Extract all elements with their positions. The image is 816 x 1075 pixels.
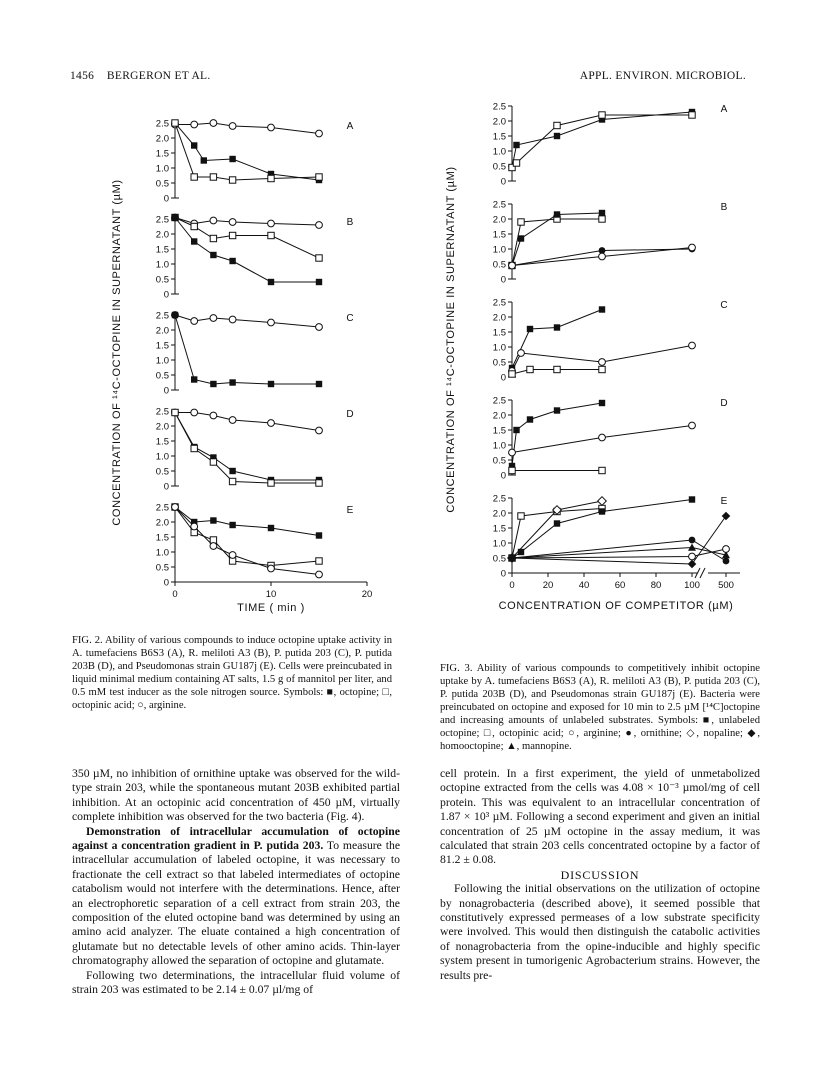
data-point-octopine <box>229 522 235 528</box>
data-point-arginine <box>210 412 217 419</box>
y-tick-label: 0.5 <box>155 274 169 286</box>
data-point-unlabeled-octopine <box>554 407 560 413</box>
data-point-unlabeled-octopine <box>518 235 524 241</box>
data-point-octopinic-acid <box>316 174 322 180</box>
data-point-arginine <box>723 546 730 553</box>
data-point-octopinic-acid <box>316 480 322 486</box>
data-point-homooctopine <box>688 560 697 569</box>
panel-label: A <box>720 104 728 115</box>
y-tick-label: 0 <box>500 568 506 580</box>
data-point-octopinic-acid <box>554 122 560 128</box>
data-point-octopine <box>210 381 216 387</box>
y-tick-label: 2.5 <box>155 118 169 130</box>
y-tick-label: 1.0 <box>155 355 169 367</box>
data-point-arginine <box>268 319 275 326</box>
x-tick-label: 40 <box>578 580 590 591</box>
y-tick-label: 2.0 <box>155 421 169 433</box>
data-point-octopine <box>316 279 322 285</box>
data-point-arginine <box>689 342 696 349</box>
data-point-octopinic-acid <box>599 112 605 118</box>
data-point-arginine <box>210 217 217 224</box>
y-tick-label: 2.0 <box>492 312 506 324</box>
series-line-octopinic-acid <box>175 507 319 566</box>
panel-B <box>156 214 354 300</box>
y-tick-label: 1.0 <box>155 547 169 559</box>
y-tick-label: 1.5 <box>155 436 169 448</box>
panel-A <box>156 118 354 204</box>
data-point-unlabeled-octopine <box>527 416 533 422</box>
data-point-arginine <box>599 434 606 441</box>
data-point-octopinic-acid <box>268 232 274 238</box>
panel-C <box>156 310 354 396</box>
data-point-unlabeled-octopine <box>689 496 695 502</box>
data-point-arginine <box>316 130 323 137</box>
paragraph: Following two determinations, the intracellular fluid volume of strain 203 was estimated to be 2.14 ± 0.07 µl/mg of <box>72 968 400 997</box>
y-tick-label: 0.5 <box>492 455 506 467</box>
data-point-ornithine <box>689 537 696 544</box>
y-tick-label: 2.5 <box>492 199 506 211</box>
data-point-octopinic-acid <box>172 120 178 126</box>
panel-label: C <box>346 313 354 324</box>
data-point-octopine <box>201 157 207 163</box>
data-point-arginine <box>518 350 525 357</box>
data-point-octopinic-acid <box>599 467 605 473</box>
x-tick-label: 20 <box>361 589 373 600</box>
data-point-unlabeled-octopine <box>527 326 533 332</box>
data-point-octopinic-acid <box>509 371 515 377</box>
right-column-body <box>440 767 760 983</box>
paragraph-text: To measure the intracellular accumulation of labeled octopine, it was necessary to fractionate the cell extract so that labeled intermediates of octopine catabolism would not interfere with the determinations. Hence, after an electrophoretic separation of a cell extract from strain 203, the composition of the eluted octopine band was determined by using an amino acid analyzer. The eluate contained a high concentration of glutamate but no detectable levels of other amino acids. Thin-layer chromatography allowed the separation of octopine and glutamate. <box>72 839 401 968</box>
fig2-chart <box>100 93 400 633</box>
data-point-octopinic-acid <box>316 558 322 564</box>
data-point-nopaline <box>598 497 607 506</box>
y-tick-label: 0.5 <box>492 259 506 271</box>
journal-name: APPL. ENVIRON. MICROBIOL. <box>579 70 746 82</box>
data-point-arginine <box>191 409 198 416</box>
axis-break-mark <box>700 568 705 578</box>
data-point-octopinic-acid <box>210 235 216 241</box>
panel-label: E <box>720 496 728 507</box>
panel-D <box>156 406 354 492</box>
data-point-octopinic-acid <box>513 160 519 166</box>
data-point-octopinic-acid <box>229 478 235 484</box>
y-tick-label: 2.0 <box>492 214 506 226</box>
data-point-arginine <box>509 449 516 456</box>
y-tick-label: 0 <box>500 274 506 286</box>
y-tick-label: 0 <box>500 372 506 384</box>
paragraph: Following the initial observations on the utilization of octopine by nonagrobacteria (described above), it seemed possible that constitutively expressed permeases of a low substrate specificity were involved. This would then distinguish the catabolic activities of nonagrobacteria from the opine-inducible and highly specific system present in tumorigenic Agrobacterium strains. However, the results pre- <box>440 882 760 982</box>
series-line-octopine <box>175 123 319 180</box>
data-point-arginine <box>268 420 275 427</box>
data-point-arginine <box>316 222 323 229</box>
data-point-arginine <box>191 318 198 325</box>
data-point-arginine <box>268 220 275 227</box>
data-point-arginine <box>316 427 323 434</box>
panel-B <box>493 199 728 285</box>
y-tick-label: 1.0 <box>492 342 506 354</box>
y-tick-label: 2.5 <box>155 310 169 322</box>
y-tick-label: 2.5 <box>155 214 169 226</box>
y-tick-label: 0 <box>163 577 169 589</box>
y-tick-label: 2.5 <box>492 395 506 407</box>
data-point-octopine <box>172 312 178 318</box>
data-point-octopinic-acid <box>172 409 178 415</box>
data-point-arginine <box>599 253 606 260</box>
paragraph-run-in-heading: Demonstration of intracellular accumulation of octopine against a concentration gradient in P. putida 203. <box>72 824 400 853</box>
data-point-unlabeled-octopine <box>599 210 605 216</box>
data-point-arginine <box>268 565 275 572</box>
data-point-octopine <box>268 381 274 387</box>
y-tick-label: 1.0 <box>492 538 506 550</box>
data-point-arginine <box>316 324 323 331</box>
data-point-octopinic-acid <box>210 459 216 465</box>
data-point-arginine <box>229 552 236 559</box>
data-point-arginine <box>689 422 696 429</box>
panel-D <box>493 395 728 481</box>
data-point-octopine <box>316 532 322 538</box>
panel-E <box>493 493 731 579</box>
data-point-unlabeled-octopine <box>599 508 605 514</box>
y-tick-label: 2.5 <box>155 406 169 418</box>
data-point-unlabeled-octopine <box>554 520 560 526</box>
data-point-octopine <box>229 156 235 162</box>
y-tick-label: 0 <box>163 193 169 205</box>
y-tick-label: 0 <box>500 176 506 188</box>
data-point-unlabeled-octopine <box>513 142 519 148</box>
data-point-octopinic-acid <box>518 219 524 225</box>
y-tick-label: 1.5 <box>492 131 506 143</box>
data-point-unlabeled-octopine <box>513 427 519 433</box>
data-point-octopinic-acid <box>229 232 235 238</box>
data-point-octopine <box>210 252 216 258</box>
data-point-arginine <box>191 523 198 530</box>
data-point-unlabeled-octopine <box>518 549 524 555</box>
panel-label: D <box>720 398 728 409</box>
x-tick-label: 0 <box>172 589 178 600</box>
data-point-arginine <box>210 543 217 550</box>
data-point-arginine <box>210 315 217 322</box>
series-line-octopinic-acid <box>512 219 602 266</box>
y-tick-label: 1.0 <box>155 451 169 463</box>
data-point-arginine <box>316 571 323 578</box>
y-tick-label: 0 <box>500 470 506 482</box>
paragraph: 350 µM, no inhibition of ornithine uptake was observed for the wild-type strain 203, while the spontaneous mutant 203B exhibited partial inhibition. At an octopinic acid concentration of 450 µM, virtually complete inhibition was observed for the two bacteria (Fig. 4). <box>72 767 400 824</box>
y-tick-label: 2.0 <box>492 410 506 422</box>
y-tick-label: 1.5 <box>155 244 169 256</box>
y-tick-label: 0.5 <box>155 466 169 478</box>
data-point-octopinic-acid <box>316 255 322 261</box>
author-line: BERGERON ET AL. <box>106 70 211 82</box>
y-tick-label: 0.5 <box>492 553 506 565</box>
series-line-unlabeled-octopine <box>512 310 602 369</box>
data-point-arginine <box>509 262 516 269</box>
data-point-unlabeled-octopine <box>599 400 605 406</box>
data-point-octopinic-acid <box>191 223 197 229</box>
y-tick-label: 0 <box>163 481 169 493</box>
y-axis-label: CONCENTRATION OF ¹⁴C-OCTOPINE IN SUPERNATANT (µM) <box>111 179 123 526</box>
data-point-octopinic-acid <box>191 445 197 451</box>
data-point-unlabeled-octopine <box>554 324 560 330</box>
series-line-octopinic-acid <box>512 115 692 168</box>
fig3-chart <box>436 93 756 653</box>
x-tick-label: 0 <box>509 580 515 591</box>
data-point-octopinic-acid <box>518 513 524 519</box>
data-point-octopine <box>172 214 178 220</box>
panel-label: D <box>346 409 354 420</box>
data-point-octopine <box>191 238 197 244</box>
y-tick-label: 1.5 <box>155 532 169 544</box>
series-line-octopinic-acid <box>175 123 319 180</box>
left-column-body <box>72 767 400 998</box>
y-tick-label: 1.5 <box>155 340 169 352</box>
data-point-octopinic-acid <box>210 174 216 180</box>
fig2-caption: FIG. 2. Ability of various compounds to induce octopine uptake activity in A. tumefaciens B6S3 (A), R. meliloti A3 (B), P. putida 203 (C), P. putida 203B (D), and Pseudomonas strain GU187j (E). Cells were preincubated in liquid minimal medium containing AT salts, 1.5 g of mannitol per liter, and 0.5 mM test inducer as the sole nitrogen source. Symbols: ■, octopine; □, octopinic acid; ○, arginine. <box>72 635 392 711</box>
y-tick-label: 2.5 <box>492 297 506 309</box>
data-point-octopinic-acid <box>527 366 533 372</box>
y-tick-label: 2.0 <box>492 116 506 128</box>
panel-E <box>156 502 354 588</box>
y-tick-label: 2.5 <box>155 502 169 514</box>
data-point-octopinic-acid <box>599 216 605 222</box>
y-tick-label: 0.5 <box>155 370 169 382</box>
running-header-left <box>70 70 211 82</box>
y-tick-label: 2.0 <box>492 508 506 520</box>
data-point-octopinic-acid <box>599 366 605 372</box>
y-tick-label: 1.0 <box>492 440 506 452</box>
data-point-unlabeled-octopine <box>599 306 605 312</box>
data-point-octopinic-acid <box>191 174 197 180</box>
x-tick-label: 100 <box>684 580 700 591</box>
y-tick-label: 0.5 <box>492 357 506 369</box>
data-point-arginine <box>689 244 696 251</box>
y-tick-label: 1.0 <box>492 146 506 158</box>
y-tick-label: 1.5 <box>492 523 506 535</box>
y-tick-label: 0.5 <box>155 562 169 574</box>
data-point-arginine <box>172 504 179 511</box>
data-point-octopine <box>210 517 216 523</box>
data-point-arginine <box>229 316 236 323</box>
section-heading: DISCUSSION <box>560 867 640 882</box>
y-tick-label: 1.0 <box>492 244 506 256</box>
x-tick-label: 80 <box>650 580 662 591</box>
x-axis-label: TIME ( min ) <box>237 602 305 614</box>
y-tick-label: 1.0 <box>155 163 169 175</box>
data-point-arginine <box>229 123 236 130</box>
y-tick-label: 0 <box>163 385 169 397</box>
data-point-octopine <box>229 379 235 385</box>
y-axis-label: CONCENTRATION OF ¹⁴C-OCTOPINE IN SUPERNATANT (µM) <box>445 166 457 513</box>
data-point-octopine <box>191 376 197 382</box>
y-tick-label: 2.0 <box>155 325 169 337</box>
y-tick-label: 2.0 <box>155 229 169 241</box>
y-tick-label: 2.5 <box>492 493 506 505</box>
panel-label: B <box>720 202 728 213</box>
data-point-octopine <box>229 258 235 264</box>
y-tick-label: 0 <box>163 289 169 301</box>
data-point-arginine <box>599 359 606 366</box>
y-tick-label: 2.5 <box>492 101 506 113</box>
data-point-octopine <box>229 468 235 474</box>
y-tick-label: 1.0 <box>155 259 169 271</box>
data-point-mannopine <box>688 544 696 551</box>
data-point-arginine <box>268 124 275 131</box>
y-tick-label: 2.0 <box>155 133 169 145</box>
data-point-octopine <box>316 381 322 387</box>
data-point-octopine <box>268 279 274 285</box>
data-point-arginine <box>689 553 696 560</box>
x-axis-label: CONCENTRATION OF COMPETITOR (µM) <box>498 600 734 612</box>
data-point-unlabeled-octopine <box>554 211 560 217</box>
data-point-octopinic-acid <box>509 467 515 473</box>
y-tick-label: 1.5 <box>492 229 506 241</box>
x-tick-label: 60 <box>614 580 626 591</box>
y-tick-label: 0.5 <box>492 161 506 173</box>
data-point-arginine <box>191 121 198 128</box>
x-tick-label: 20 <box>542 580 554 591</box>
y-tick-label: 1.5 <box>492 425 506 437</box>
fig3-caption: FIG. 3. Ability of various compounds to competitively inhibit octopine uptake by A. tumefaciens B6S3 (A), R. meliloti A3 (B), P. putida 203 (C), P. putida 203B (D), and Pseudomonas strain GU187j (E). Bacteria were preincubated on octopine and exposed for 10 min to 2.5 µM [¹⁴C]octopine and increasing amounts of unlabeled substrates. Symbols: ■, unlabeled octopine; □, octopinic acid; ○, arginine; ●, ornithine; ◇, nopaline; ◆, homooctopine; ▲, mannopine. <box>440 663 760 752</box>
y-tick-label: 0.5 <box>155 178 169 190</box>
y-tick-label: 1.5 <box>492 327 506 339</box>
paragraph <box>72 825 400 969</box>
data-point-ornithine <box>723 558 730 565</box>
data-point-octopinic-acid <box>268 480 274 486</box>
y-tick-label: 1.5 <box>155 148 169 160</box>
data-point-octopine <box>268 525 274 531</box>
data-point-octopinic-acid <box>689 112 695 118</box>
panel-C <box>493 297 728 383</box>
x-tick-label: 500 <box>718 580 734 591</box>
data-point-octopine <box>191 142 197 148</box>
data-point-octopinic-acid <box>268 175 274 181</box>
y-tick-label: 2.0 <box>155 517 169 529</box>
data-point-homooctopine <box>722 512 731 521</box>
data-point-unlabeled-octopine <box>554 133 560 139</box>
panel-label: B <box>346 217 354 228</box>
paragraph: cell protein. In a first experiment, the yield of unmetabolized octopine extracted from the cells was 4.08 × 10⁻³ µmol/mg of cell protein. This was equivalent to an intracellular concentration of 1.87 × 10³ µM. Following a second experiment and given an initial concentration of 25 µM octopine in the assay medium, it was calculated that strain 203 cells concentrated octopine by a factor of 81.2 ± 0.08. <box>440 767 760 867</box>
data-point-arginine <box>229 219 236 226</box>
panel-label: E <box>346 505 354 516</box>
panel-label: A <box>346 121 354 132</box>
panel-A <box>493 101 728 187</box>
data-point-octopinic-acid <box>554 366 560 372</box>
data-point-arginine <box>210 120 217 127</box>
page-number: 1456 <box>70 70 95 82</box>
series-line-arginine <box>175 507 319 575</box>
panel-label: C <box>720 300 728 311</box>
data-point-octopinic-acid <box>229 177 235 183</box>
data-point-arginine <box>229 417 236 424</box>
x-tick-label: 10 <box>265 589 277 600</box>
